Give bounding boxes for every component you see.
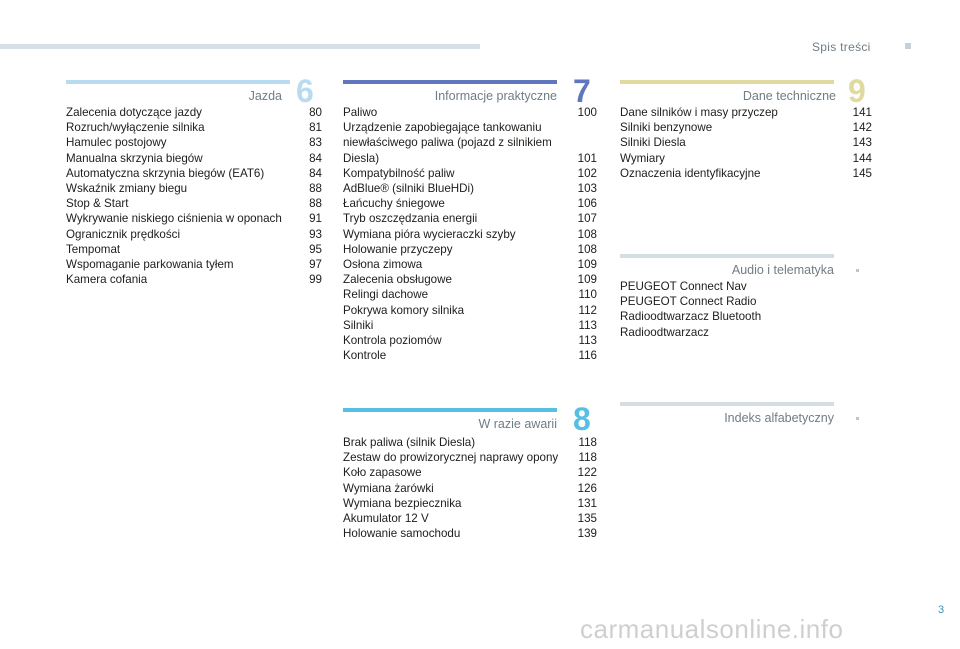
toc-entry-label: Wykrywanie niskiego ciśnienia w oponach bbox=[66, 212, 282, 226]
toc-entry[interactable] bbox=[343, 120, 597, 166]
section-title: Indeks alfabetyczny bbox=[724, 411, 834, 425]
section-bar bbox=[620, 254, 834, 258]
toc-entry[interactable] bbox=[66, 272, 322, 287]
toc-entry-page: 126 bbox=[577, 481, 597, 495]
toc-entry-label: Oznaczenia identyfikacyjne bbox=[620, 166, 761, 180]
toc-entries-dane bbox=[620, 105, 872, 181]
toc-entry-page: 88 bbox=[309, 197, 322, 211]
section-bar bbox=[620, 80, 834, 84]
toc-entry-label: Radioodtwarzacz bbox=[620, 325, 709, 339]
toc-entry[interactable] bbox=[66, 181, 322, 196]
section-number: 7 bbox=[573, 73, 591, 109]
toc-entry-label: Wymiana bezpiecznika bbox=[343, 496, 462, 510]
toc-entry[interactable] bbox=[343, 511, 597, 526]
toc-entry[interactable] bbox=[343, 303, 597, 318]
toc-entry-label: AdBlue® (silniki BlueHDi) bbox=[343, 182, 474, 196]
toc-entry-page: 142 bbox=[852, 121, 872, 135]
toc-entry-page: 95 bbox=[309, 242, 322, 256]
toc-entry[interactable] bbox=[66, 242, 322, 257]
toc-entry[interactable] bbox=[66, 105, 322, 120]
toc-entry-label: Kompatybilność paliw bbox=[343, 166, 455, 180]
toc-entry-page: 103 bbox=[577, 182, 597, 196]
toc-entry-label: Hamulec postojowy bbox=[66, 136, 167, 150]
toc-entry[interactable] bbox=[620, 151, 872, 166]
toc-entry[interactable] bbox=[343, 242, 597, 257]
section-number: 6 bbox=[296, 73, 314, 109]
toc-entry-page: 100 bbox=[577, 106, 597, 119]
toc-entry-label: Kontrola poziomów bbox=[343, 334, 442, 348]
toc-entry-page: 93 bbox=[309, 227, 322, 241]
toc-entry-page: 101 bbox=[577, 151, 597, 165]
toc-entry[interactable] bbox=[343, 526, 597, 541]
toc-entry-page: 135 bbox=[577, 512, 597, 526]
toc-entry-label: Zalecenia obsługowe bbox=[343, 273, 452, 287]
toc-entry-label: Kontrole bbox=[343, 349, 387, 363]
toc-entries-wrazie bbox=[343, 435, 597, 541]
toc-entry[interactable] bbox=[620, 166, 872, 181]
toc-entry-page: 97 bbox=[309, 258, 322, 272]
toc-entry[interactable] bbox=[343, 481, 597, 496]
toc-entry[interactable] bbox=[620, 105, 872, 120]
toc-entry[interactable] bbox=[343, 333, 597, 348]
toc-entry-page: 91 bbox=[309, 212, 322, 226]
toc-entry-page: 145 bbox=[852, 166, 872, 180]
toc-entry[interactable] bbox=[66, 196, 322, 211]
toc-entry-label: Silniki Diesla bbox=[620, 136, 686, 150]
toc-entries-informacje bbox=[343, 105, 597, 363]
toc-entry[interactable] bbox=[66, 135, 322, 150]
toc-entry[interactable] bbox=[66, 211, 322, 226]
section-number: 9 bbox=[848, 73, 866, 109]
toc-entry[interactable] bbox=[343, 496, 597, 511]
toc-entry-label: Silniki bbox=[343, 318, 374, 332]
watermark: carmanualsonline.info bbox=[580, 614, 844, 644]
page-number: 3 bbox=[938, 604, 945, 616]
toc-entry-label: Tempomat bbox=[66, 242, 121, 256]
toc-entry-page: 84 bbox=[309, 166, 322, 180]
toc-entry-page: 113 bbox=[578, 334, 597, 348]
toc-entry-label: Akumulator 12 V bbox=[343, 512, 429, 526]
toc-entry-label: Wymiana żarówki bbox=[343, 481, 434, 495]
toc-entry[interactable] bbox=[66, 257, 322, 272]
toc-entry-label: PEUGEOT Connect Nav bbox=[620, 280, 747, 293]
toc-entry-page: 109 bbox=[577, 258, 597, 272]
toc-entry-label: Stop & Start bbox=[66, 197, 129, 211]
toc-entry-page: 131 bbox=[577, 496, 597, 510]
toc-entry[interactable] bbox=[343, 348, 597, 363]
toc-entry[interactable] bbox=[343, 435, 597, 450]
toc-entry[interactable] bbox=[620, 294, 872, 309]
section-bar bbox=[343, 408, 557, 412]
toc-entry[interactable] bbox=[343, 272, 597, 287]
toc-entry-page: 80 bbox=[309, 106, 322, 119]
header-square-icon bbox=[905, 43, 911, 49]
section-number: 8 bbox=[573, 401, 591, 437]
toc-entry-page: 108 bbox=[577, 242, 597, 256]
section-bar bbox=[620, 402, 834, 406]
toc-entry[interactable] bbox=[343, 287, 597, 302]
toc-entry-page: 84 bbox=[309, 151, 322, 165]
section-title: Dane techniczne bbox=[742, 89, 836, 103]
toc-entry-page: 83 bbox=[309, 136, 322, 150]
toc-entry-page: 144 bbox=[852, 151, 872, 165]
toc-entry-page: 106 bbox=[577, 197, 597, 211]
toc-entry-label: Holowanie przyczepy bbox=[343, 242, 453, 256]
toc-entry-page: 143 bbox=[852, 136, 872, 150]
toc-entry-label: Wymiary bbox=[620, 151, 665, 165]
toc-entry-label: PEUGEOT Connect Radio bbox=[620, 295, 757, 309]
toc-entry-page: 81 bbox=[309, 121, 322, 135]
toc-entry-label: Zalecenia dotyczące jazdy bbox=[66, 106, 202, 119]
toc-entry[interactable] bbox=[66, 227, 322, 242]
toc-entry-page: 116 bbox=[578, 349, 597, 363]
toc-entry-page: 88 bbox=[309, 182, 322, 196]
toc-entry[interactable] bbox=[66, 120, 322, 135]
section-title: Jazda bbox=[248, 89, 282, 103]
toc-entry-page: 108 bbox=[577, 227, 597, 241]
toc-entry-label: Paliwo bbox=[343, 106, 378, 119]
toc-entry-label: Zestaw do prowizorycznej naprawy opony bbox=[343, 451, 559, 465]
section-square-icon bbox=[856, 417, 859, 420]
section-square-icon bbox=[856, 269, 859, 272]
toc-entry[interactable] bbox=[343, 166, 597, 181]
toc-entry[interactable] bbox=[343, 318, 597, 333]
toc-entry-page: 122 bbox=[577, 466, 597, 480]
toc-entry-label: Automatyczna skrzynia biegów (EAT6) bbox=[66, 166, 265, 180]
toc-entry[interactable] bbox=[66, 166, 322, 181]
toc-entry[interactable] bbox=[343, 196, 597, 211]
section-bar bbox=[343, 80, 557, 84]
toc-entry[interactable] bbox=[343, 181, 597, 196]
toc-entry-label: Wskaźnik zmiany biegu bbox=[66, 182, 188, 196]
toc-entry-label: Pokrywa komory silnika bbox=[343, 303, 465, 317]
toc-entry[interactable] bbox=[620, 279, 872, 294]
toc-entry[interactable] bbox=[343, 105, 597, 120]
toc-entry-label: Koło zapasowe bbox=[343, 466, 422, 480]
toc-entry-label: Wymiana pióra wycieraczki szyby bbox=[343, 227, 516, 241]
toc-entry-label: Kamera cofania bbox=[66, 273, 148, 287]
toc-entry-label: Łańcuchy śniegowe bbox=[343, 197, 445, 211]
toc-entry-page: 118 bbox=[578, 436, 597, 449]
toc-entry[interactable] bbox=[343, 450, 597, 465]
toc-entry-page: 112 bbox=[578, 303, 597, 317]
toc-entry-label: Brak paliwa (silnik Diesla) bbox=[343, 436, 476, 449]
toc-entry-label: Relingi dachowe bbox=[343, 288, 429, 302]
toc-entry-label: Holowanie samochodu bbox=[343, 527, 461, 541]
section-title: Informacje praktyczne bbox=[434, 89, 557, 103]
toc-entry-label: Ogranicznik prędkości bbox=[66, 227, 181, 241]
toc-entry[interactable] bbox=[620, 135, 872, 150]
toc-entry-page: 110 bbox=[578, 288, 597, 302]
toc-entry-label: Osłona zimowa bbox=[343, 258, 423, 272]
toc-entry-page: 99 bbox=[309, 273, 322, 287]
toc-entry[interactable] bbox=[343, 211, 597, 226]
section-bar bbox=[66, 80, 290, 84]
toc-entry[interactable] bbox=[343, 257, 597, 272]
toc-entry-page: 113 bbox=[578, 318, 597, 332]
section-title: W razie awarii bbox=[478, 417, 557, 431]
toc-entry-page: 109 bbox=[577, 273, 597, 287]
toc-entry-label: Tryb oszczędzania energii bbox=[343, 212, 478, 226]
toc-entries-jazda bbox=[66, 105, 322, 287]
toc-entry-label: Manualna skrzynia biegów bbox=[66, 151, 203, 165]
toc-entry-label: Wspomaganie parkowania tyłem bbox=[66, 258, 234, 272]
toc-entry-label: Radioodtwarzacz Bluetooth bbox=[620, 310, 762, 324]
toc-entry[interactable] bbox=[343, 465, 597, 480]
toc-entry-page: 141 bbox=[852, 106, 872, 119]
toc-entry-label: Silniki benzynowe bbox=[620, 121, 713, 135]
toc-entry[interactable] bbox=[620, 120, 872, 135]
toc-entry[interactable] bbox=[343, 227, 597, 242]
page-header-title: Spis treści bbox=[812, 40, 871, 54]
top-progress-bar bbox=[0, 44, 480, 49]
toc-entry[interactable] bbox=[620, 309, 872, 324]
toc-entries-audio bbox=[620, 279, 872, 340]
section-title: Audio i telematyka bbox=[731, 263, 834, 277]
toc-entry-label: Dane silników i masy przyczep bbox=[620, 106, 778, 119]
toc-entry-page: 107 bbox=[577, 212, 597, 226]
toc-entry-label: Rozruch/wyłączenie silnika bbox=[66, 121, 205, 135]
toc-entry[interactable] bbox=[620, 325, 872, 340]
toc-entry-label: Urządzenie zapobiegające tankowaniu niewłaściwego paliwa (pojazd z silnikiem Diesla) bbox=[343, 121, 552, 165]
toc-entry[interactable] bbox=[66, 151, 322, 166]
toc-entry-page: 139 bbox=[577, 527, 597, 541]
toc-entry-page: 118 bbox=[578, 451, 597, 465]
toc-entry-page: 102 bbox=[577, 166, 597, 180]
